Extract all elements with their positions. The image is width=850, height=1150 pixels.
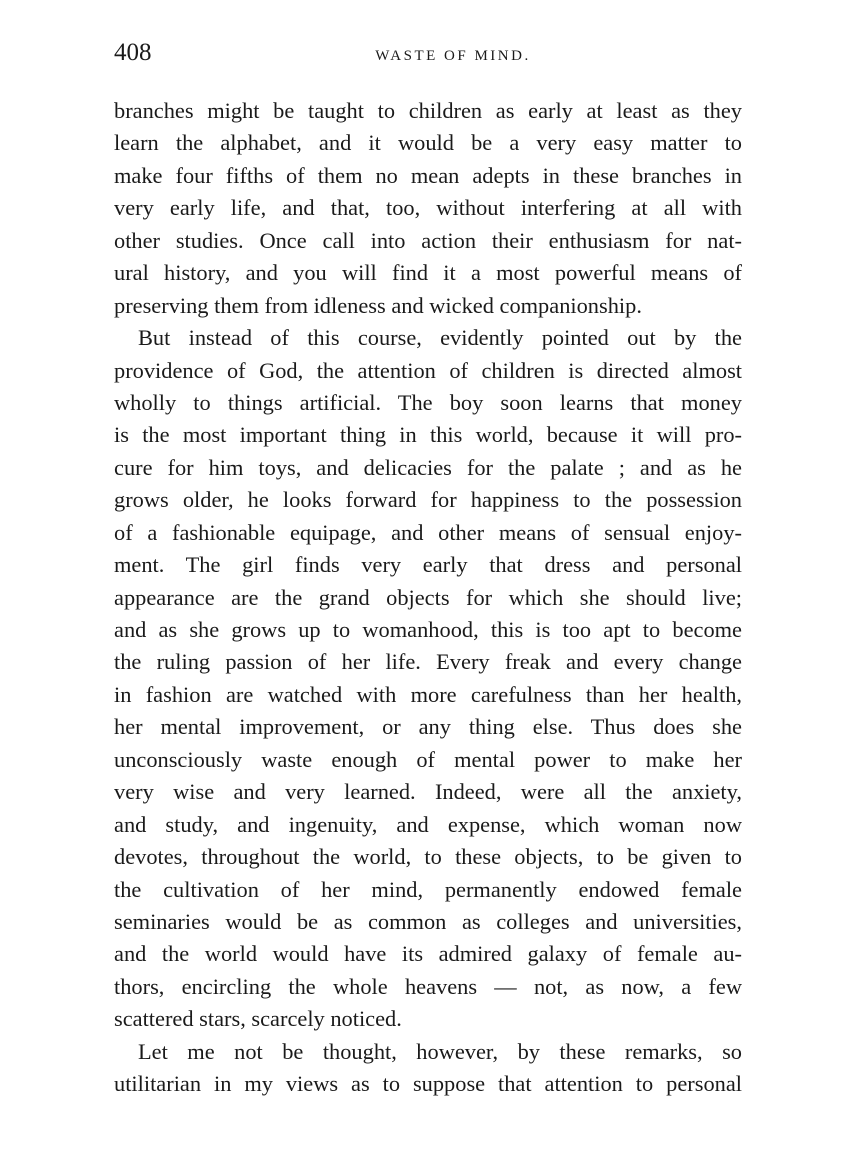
text-line: very wise and very learned. Indeed, were all the anxiety, xyxy=(114,779,742,805)
text-line: Let me not be thought, however, by these remarks, so xyxy=(138,1038,742,1064)
text-line: and study, and ingenuity, and expense, which woman now xyxy=(114,811,742,837)
text-line: But instead of this course, evidently pointed out by the xyxy=(138,325,742,351)
text-line: branches might be taught to children as early at least as they xyxy=(114,98,742,123)
text-line: cure for him toys, and delicacies for the palate ; and as he xyxy=(114,454,742,480)
text-line: in fashion are watched with more carefulness than her health, xyxy=(114,681,742,707)
page-number: 408 xyxy=(114,39,152,66)
text-line: unconsciously waste enough of mental power to make her xyxy=(114,746,742,772)
running-head: WASTE OF MIND. xyxy=(375,48,531,64)
text-line: ural history, and you will find it a most powerful means of xyxy=(114,260,742,286)
body-text xyxy=(114,95,742,1101)
text-line: and the world would have its admired galaxy of female au- xyxy=(114,941,742,967)
text-line: seminaries would be as common as colleges and universities, xyxy=(114,908,742,934)
text-line: scattered stars, scarcely noticed. xyxy=(114,1006,402,1032)
text-line: devotes, throughout the world, to these objects, to be given to xyxy=(114,844,742,870)
page-header xyxy=(114,38,742,74)
text-line: other studies. Once call into action their enthusiasm for nat- xyxy=(114,227,742,253)
text-line: appearance are the grand objects for which she should live; xyxy=(114,584,742,610)
text-line: grows older, he looks forward for happiness to the possession xyxy=(114,487,742,513)
text-line: the ruling passion of her life. Every freak and every change xyxy=(114,649,742,675)
text-line: is the most important thing in this world, because it will pro- xyxy=(114,422,742,448)
text-line: utilitarian in my views as to suppose that attention to personal xyxy=(114,1071,742,1097)
text-line: make four fifths of them no mean adepts in these branches in xyxy=(114,162,742,188)
text-line: providence of God, the attention of children is directed almost xyxy=(114,357,742,383)
text-line: learn the alphabet, and it would be a very easy matter to xyxy=(114,130,742,156)
text-line: very early life, and that, too, without interfering at all with xyxy=(114,195,742,221)
text-line: the cultivation of her mind, permanently endowed female xyxy=(114,876,742,902)
text-line: her mental improvement, or any thing else. Thus does she xyxy=(114,714,742,740)
text-line: wholly to things artificial. The boy soon learns that money xyxy=(114,389,742,415)
text-line: of a fashionable equipage, and other means of sensual enjoy- xyxy=(114,519,742,545)
text-line: preserving them from idleness and wicked companionship. xyxy=(114,292,642,318)
text-line: thors, encircling the whole heavens — not, as now, a few xyxy=(114,973,742,999)
text-line: and as she grows up to womanhood, this is too apt to become xyxy=(114,617,742,642)
text-line: ment. The girl finds very early that dress and personal xyxy=(114,552,742,578)
